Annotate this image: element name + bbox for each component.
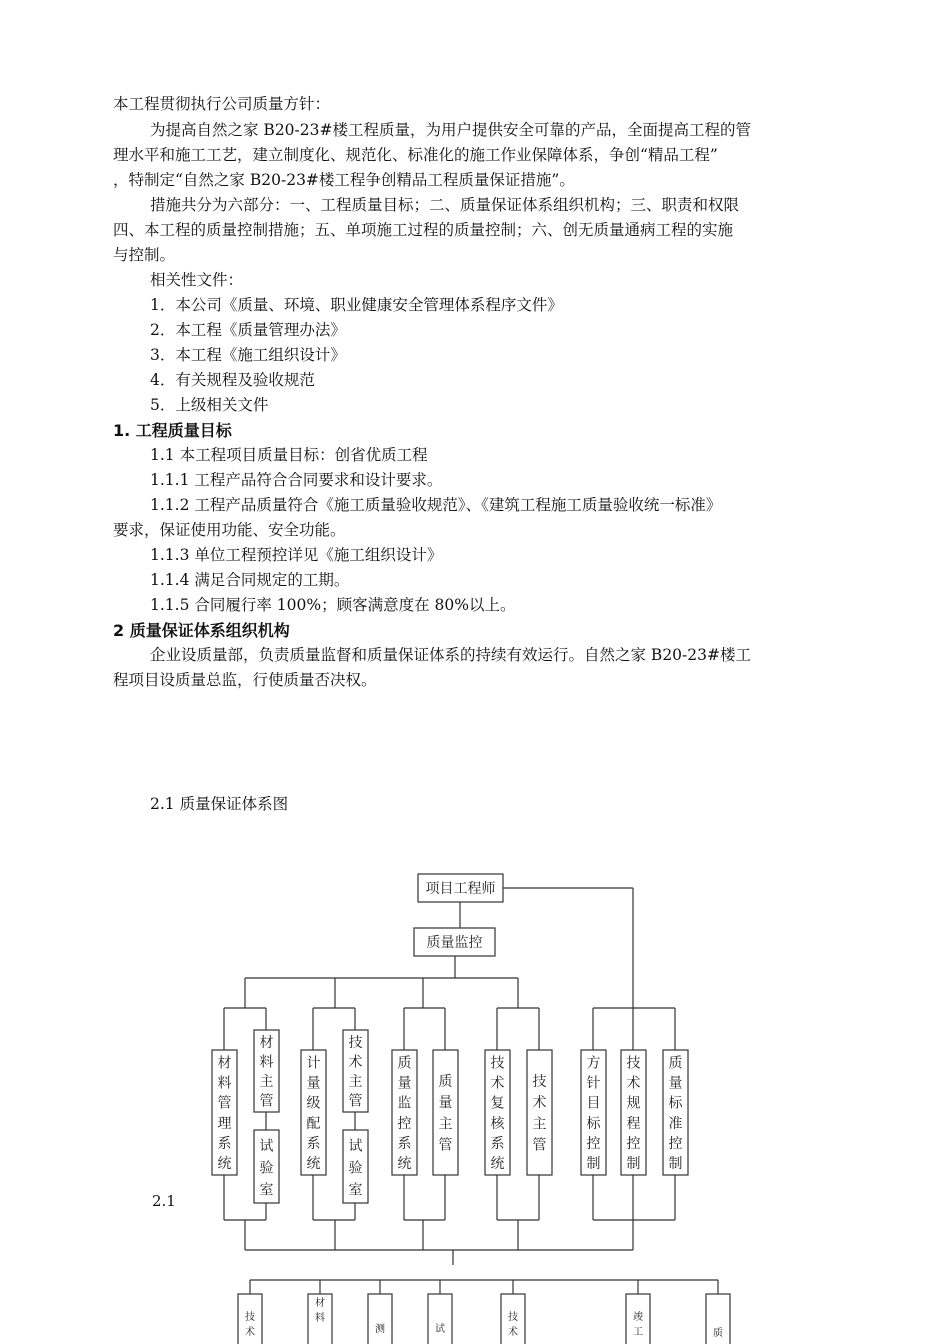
- goal-item: 1.1.3 单位工程预控详见《施工组织设计》: [150, 546, 443, 564]
- label-bottom-2: 材料: [315, 1298, 325, 1324]
- paragraph-organization-line-2: 程项目设质量总监，行使质量否决权。: [113, 671, 377, 689]
- label-tech-regulation: 技术规程控制: [626, 1055, 641, 1173]
- label-bottom-5: 技术: [508, 1312, 518, 1338]
- related-doc-item: 1．本公司《质量、环境、职业健康安全管理体系程序文件》: [150, 296, 563, 314]
- label-bottom-3: 测: [375, 1324, 385, 1335]
- box-quality-supervisor: [433, 1050, 458, 1175]
- goal-item: 1.1.4 满足合同规定的工期。: [150, 571, 350, 589]
- goal-item: 1.1.5 合同履行率 100%；顾客满意度在 80%以上。: [150, 596, 516, 614]
- label-bottom-7: 质: [713, 1328, 723, 1339]
- label-lab-2: 试验室: [348, 1138, 363, 1199]
- label-quality-monitoring: 质量监控: [426, 935, 483, 951]
- paragraph-purpose-line-1: 为提高自然之家 B20-23#楼工程质量，为用户提供安全可靠的产品，全面提高工程的管: [150, 121, 751, 139]
- label-tech-review: 技术复核系统: [490, 1055, 505, 1173]
- label-policy-goal: 方针目标控制: [586, 1055, 601, 1173]
- label-material-supervisor: 材料主管: [259, 1035, 274, 1110]
- label-tech-supervisor-1: 技术主管: [348, 1035, 363, 1110]
- figure-caption: 2.1 质量保证体系图: [150, 795, 289, 813]
- label-quality-standard: 质量标准控制: [668, 1055, 683, 1173]
- label-bottom-1: 技术: [245, 1312, 255, 1338]
- box-bottom-3: [368, 1294, 392, 1344]
- section-heading-organization: 2 质量保证体系组织机构: [113, 621, 290, 640]
- box-bottom-4: [428, 1294, 452, 1344]
- goal-item: 1.1.2 工程产品质量符合《施工质量验收规范》、《建筑工程施工质量验收统一标准》: [150, 496, 722, 514]
- paragraph-measures-line-2: 四、本工程的质量控制措施；五、单项施工过程的质量控制；六、创无质量通病工程的实施: [113, 221, 734, 239]
- section-heading-quality-goal: 1. 工程质量目标: [113, 421, 232, 440]
- label-tech-supervisor-2: 技术主管: [532, 1073, 547, 1154]
- goal-item: 1.1.1 工程产品符合合同要求和设计要求。: [150, 471, 443, 489]
- label-lab-1: 试验室: [259, 1138, 274, 1199]
- label-quality-supervisor: 质量主管: [438, 1073, 453, 1154]
- related-docs-title: 相关性文件：: [150, 271, 244, 289]
- stray-caption-fragment: 2.1: [152, 1192, 176, 1210]
- related-doc-item: 5．上级相关文件: [150, 396, 269, 414]
- paragraph-measures-line-3: 与控制。: [113, 246, 176, 264]
- paragraph-purpose-line-3: ，特制定“自然之家 B20-23#楼工程争创精品工程质量保证措施”。: [113, 171, 575, 189]
- label-bottom-6: 竣工: [633, 1312, 643, 1338]
- related-doc-item: 3．本工程《施工组织设计》: [150, 346, 346, 364]
- label-quality-monitoring-system: 质量监控系统: [397, 1055, 412, 1173]
- label-material-management: 材料管理系统: [217, 1055, 232, 1173]
- related-doc-item: 2．本工程《质量管理办法》: [150, 321, 346, 339]
- box-tech-supervisor-2: [527, 1050, 552, 1175]
- paragraph-organization-line-1: 企业设质量部，负责质量监督和质量保证体系的持续有效运行。自然之家 B20-23#楼工: [150, 646, 751, 664]
- paragraph-intro: 本工程贯彻执行公司质量方针：: [113, 95, 331, 113]
- related-doc-item: 4．有关规程及验收规范: [150, 371, 315, 389]
- label-bottom-4: 试: [435, 1324, 445, 1335]
- paragraph-measures-line-1: 措施共分为六部分：一、工程质量目标；二、质量保证体系组织机构；三、职责和权限: [150, 196, 740, 214]
- goal-statement: 1.1 本工程项目质量目标：创省优质工程: [150, 446, 428, 464]
- label-project-engineer: 项目工程师: [425, 881, 496, 897]
- goal-item-continued: 要求，保证使用功能、安全功能。: [113, 521, 346, 539]
- paragraph-purpose-line-2: 理水平和施工工艺，建立制度化、规范化、标准化的施工作业保障体系，争创“精品工程”: [113, 146, 718, 164]
- label-metering-mix: 计量级配系统: [306, 1055, 321, 1173]
